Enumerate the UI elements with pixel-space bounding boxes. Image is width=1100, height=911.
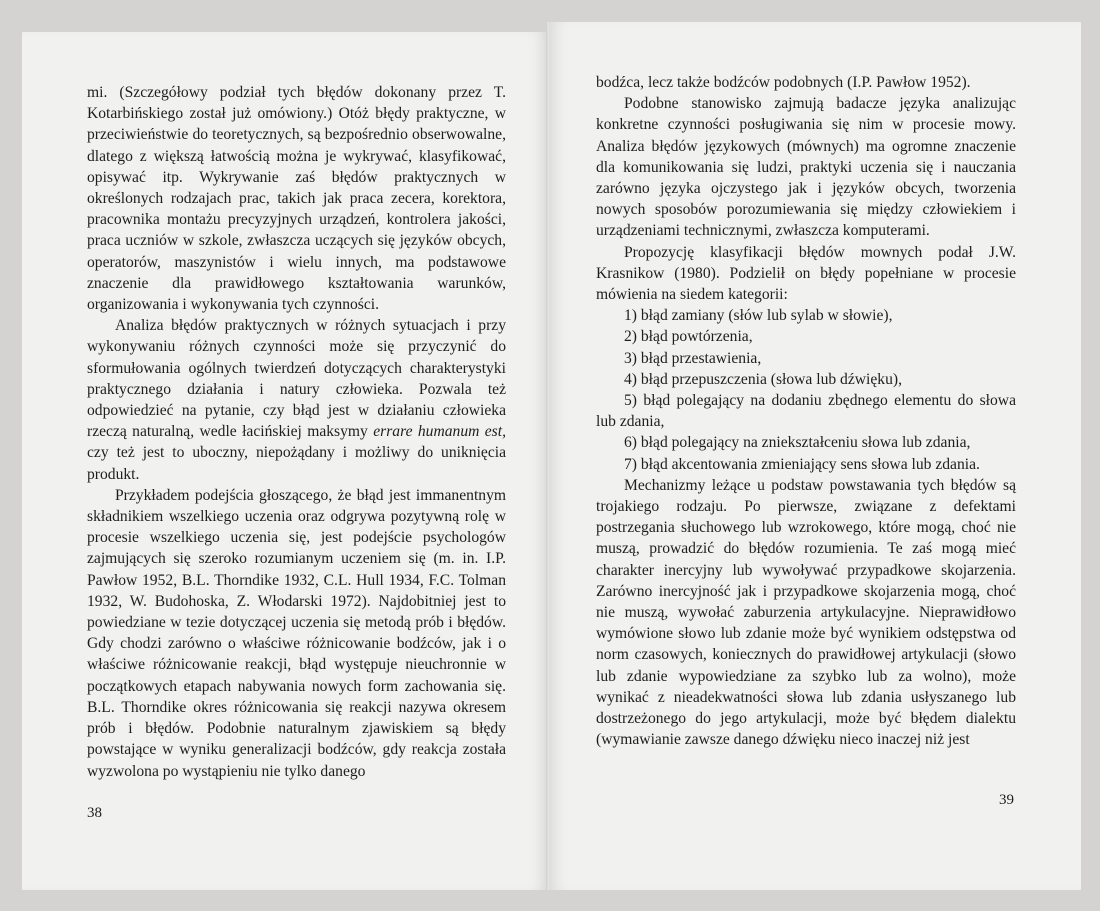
right-page-text (596, 72, 1016, 751)
list-item: 4) błąd przepuszczenia (słowa lub dźwięku), (624, 370, 902, 388)
left-page (22, 32, 549, 890)
list-item: 3) błąd przestawienia, (624, 349, 762, 367)
latin-maxim: errare humanum est, (373, 423, 506, 441)
paragraph: Propozycję klasyfikacji błędów mownych podał J.W. Krasnikow (1980). Podzielił on błędy popełniane w procesie mówienia na siedem kategorii: (596, 243, 1016, 304)
paragraph: Mechanizmy leżące u podstaw powstawania tych błędów są trojakiego rodzaju. Po pierwsze, związane z defektami postrzegania słuchowego lub wzrokowego, które mogą, choć nie muszą, prowadzić do błędów rozumienia. Te zaś mogą mieć charakter inercyjny lub wywoływać przypadkowe skojarzenia. Zarówno inercyjność jak i przypadkowe skojarzenia mogą, choć nie muszą, wywołać zaburzenia artykulacyjne. Nieprawidłowo wymówione słowo lub zdanie może być wynikiem odstępstwa od norm czasowych, koniecznych do prawidłowej artykulacji (słowo lub zdanie wypowiedziane za szybko lub za wolno), może wynikać z nieadekwatności słowa lub zdania usłyszanego lub dostrzeżonego do jego artykulacji, może być błędem dialektu (wymawianie zawsze danego dźwięku nieco inaczej niż jest (596, 476, 1016, 749)
list-item: 6) błąd polegający na zniekształceniu słowa lub zdania, (624, 434, 971, 452)
paragraph-text: Analiza błędów praktycznych w różnych sytuacjach i przy wykonywaniu różnych czynności może się przyczynić do sformułowania ogólnych twierdzeń dotyczących charakterystyki praktycznego działania i natury człowieka. Pozwala też odpowiedzieć na pytanie, czy błąd jest w działaniu człowieka rzeczą naturalną, wedle łacińskiej maksymy (87, 317, 506, 441)
paragraph: Podobne stanowisko zajmują badacze języka analizując konkretne czynności posługiwania się nim w procesie mowy. Analiza błędów językowych (mównych) ma ogromne znaczenie dla komunikowania się ludzi, praktyki uczenia się i nauczania zarówno języka ojczystego jak i języków obcych, tworzenia nowych sposobów porozumiewania się między człowiekiem i urządzeniami technicznymi, zwłaszcza komputerami. (596, 95, 1016, 240)
left-page-text (87, 82, 506, 782)
list-item: 7) błąd akcentowania zmieniający sens słowa lub zdania. (624, 455, 980, 473)
paragraph: Przykładem podejścia głoszącego, że błąd jest immanentnym składnikiem wszelkiego uczenia oraz odgrywa pozytywną rolę w procesie wszelkiego uczenia się, jest podejście psychologów zajmujących się szeroko rozumianym uczeniem się (m. in. I.P. Pawłow 1952, B.L. Thorndike 1932, C.L. Hull 1934, F.C. Tolman 1932, W. Budohoska, Z. Włodarski 1972). Najdobitniej jest to powiedziane w tezie dotyczącej uczenia się metodą prób i błędów. Gdy chodzi zarówno o właściwe różnicowanie bodźców, jak i o właściwe różnicowanie reakcji, błąd występuje nieuchronnie w początkowych etapach nabywania nowych form zachowania się. B.L. Thorndike okres różnicowania się reakcji nazywa okresem prób i błędów. Podobnie naturalnym zjawiskiem są błędy powstające w wyniku generalizacji bodźców, gdy reakcja została wyzwolona po wystąpieniu nie tylko danego (87, 486, 506, 780)
right-page (549, 22, 1081, 890)
page-number: 39 (999, 792, 1014, 808)
paragraph: bodźca, lecz także bodźców podobnych (I.P. Pawłow 1952). (596, 74, 971, 91)
paragraph: mi. (Szczegółowy podział tych błędów dokonany przez T. Kotarbińskiego został już omówiony.) Otóż błędy praktyczne, w przeciwieństwie do teoretycznych, są bezpośrednio obserwowalne, dlatego z większą łatwością można je wykrywać, klasyfikować, opisywać itp. Wykrywanie zaś błędów praktycznych w określonych rodzajach prac, takich jak praca zecera, korektora, pracownika montażu precyzyjnych urządzeń, kontrolera jakości, praca uczniów w szkole, zwłaszcza uczących się języków obcych, operatorów, maszynistów i wielu innych, ma podstawowe znaczenie dla prawidłowego kształtowania warunków, organizowania i wykonywania tych czynności. (87, 84, 506, 314)
paragraph (87, 315, 506, 485)
list-item: 2) błąd powtórzenia, (624, 328, 753, 346)
page-number: 38 (87, 805, 102, 821)
paragraph-text: czy też jest to uboczny, niepożądany i możliwy do uniknięcia produkt. (87, 444, 506, 483)
list-item: 5) błąd polegający na dodaniu zbędnego elementu do słowa lub zdania, (596, 392, 1016, 431)
list-item: 1) błąd zamiany (słów lub sylab w słowie), (624, 307, 893, 325)
